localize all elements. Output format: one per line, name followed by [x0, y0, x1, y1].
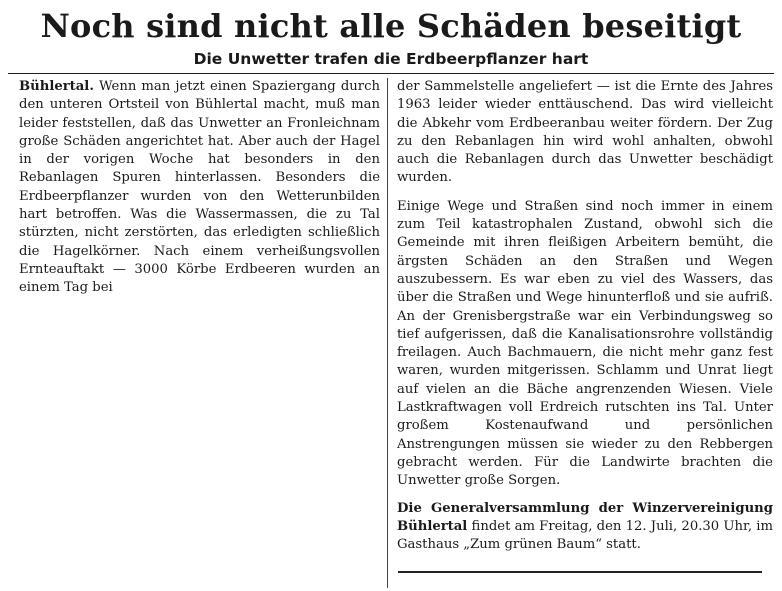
announcement-lead: Die Generalversammlung der Winzervereinigung Bühlertal — [397, 500, 773, 534]
paragraph: Einige Wege und Straßen sind noch immer in einem zum Teil katastrophalen Zustand, obwohl sich die Gemeinde mit ihren fleißigen Arbeitern bemüht, die ärgsten Schäden an den Straßen und Wegen auszubessern. Es war eben zu viel des Wassers, das über die Straßen und Wege hinunterfloß und sie aufriß. An der Grenisbergstraße war ein Verbindungsweg so tief aufgerissen, daß die Kanalisationsrohre vollständig freilagen. Auch Bachmauern, die nicht mehr ganz fest waren, wurden mitgerissen. Schlamm und Unrat liegt auf vielen an die Bäche angrenzenden Wiesen. Viele Lastkraftwagen voll Erdreich rutschten ins Tal. Unter großem Kostenaufwand und persönlichen Anstrengungen müssen sie wieder zu den Rebbergen gebracht werden. Für die Landwirte brachten die Unwetter große Sorgen. — [397, 198, 773, 489]
end-rule — [398, 571, 762, 573]
subheadline: Die Unwetter trafen die Erdbeerpflanzer hart — [193, 50, 589, 68]
dateline: Bühlertal. — [19, 79, 94, 94]
paragraph — [19, 78, 380, 298]
column-divider — [387, 78, 388, 588]
column-right — [397, 78, 773, 554]
announcement-text: findet am Freitag, den 12. Juli, 20.30 Uhr, im Gasthaus „Zum grünen Baum“ statt. — [397, 518, 773, 553]
headline: Noch sind nicht alle Schäden beseitigt — [40, 7, 742, 45]
header-rule — [8, 73, 774, 74]
paragraph: der Sammelstelle angeliefert — ist die Ernte des Jahres 1963 leider wieder enttäuschend. Das wird vielleicht die Abkehr vom Erdbeeranbau weiter fördern. Der Zug zu den Rebanlagen hin wird wohl anhalten, obwohl auch die Rebanlagen durch das Unwetter beschädigt wurden. — [397, 79, 773, 186]
paragraph-text: Wenn man jetzt einen Spaziergang durch den unteren Ortsteil von Bühlertal macht, muß man leider feststellen, daß das Unwetter an Fronleichnam große Schäden angerichtet hat. Aber auch der Hagel in der vorigen Woche hat besonders in den Rebanlagen Spuren hinterlassen. Besonders die Erdbeerpflanzer wurden von den Wetterunbilden hart betroffen. Was die Wassermassen, die zu Tal stürzten, nicht zerstörten, das erledigten schließlich die Hagelkörner. Nach einem verheißungsvollen Ernteauftakt — 3000 Körbe Erdbeeren wurden an einem Tag bei — [19, 79, 380, 296]
paragraph — [397, 500, 773, 555]
column-left — [19, 78, 380, 298]
